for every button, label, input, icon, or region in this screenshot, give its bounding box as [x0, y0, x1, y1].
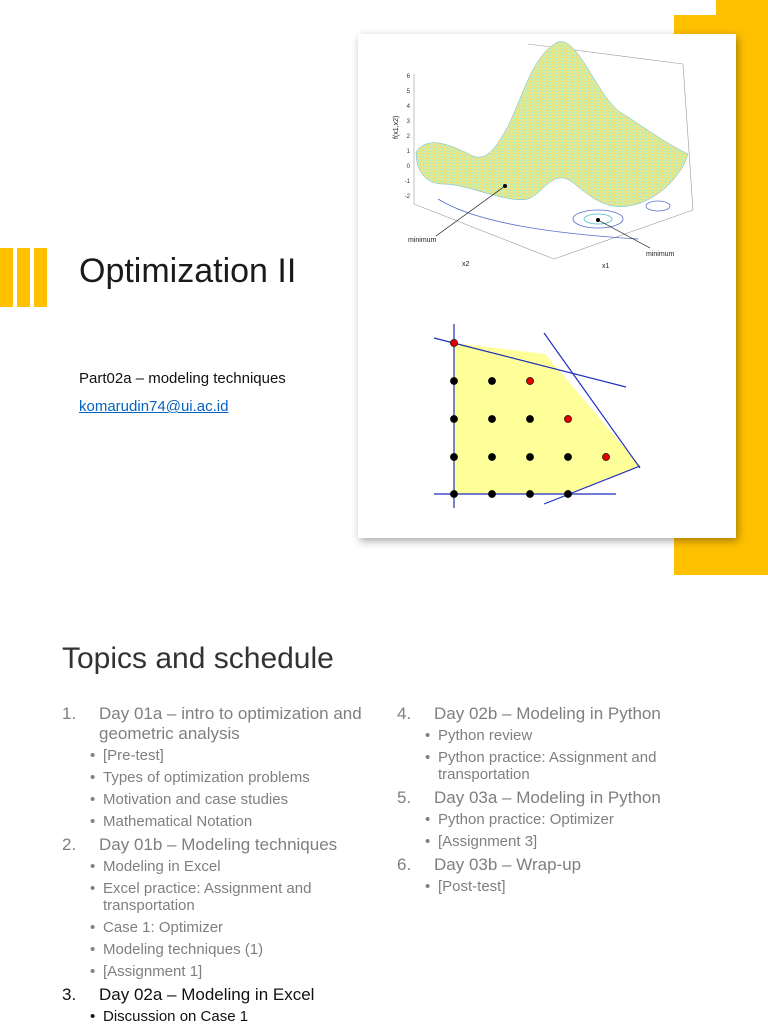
lattice-point — [450, 415, 457, 422]
bullet-icon: • — [425, 811, 431, 828]
lattice-plot — [358, 316, 736, 546]
item-number: 6. — [397, 855, 412, 874]
y-axis-label: x2 — [462, 261, 470, 268]
sub-item: • Excel practice: Assignment and transportation — [90, 880, 312, 914]
bullet-icon: • — [90, 880, 96, 897]
z-tick-label: 3 — [406, 119, 410, 125]
right-column — [397, 704, 737, 900]
z-tick-label: 1 — [406, 149, 410, 155]
z-tick-label: 6 — [406, 74, 410, 80]
lattice-point — [564, 453, 571, 460]
bullet-icon: • — [90, 919, 96, 936]
lattice-point — [564, 490, 571, 497]
sub-item: • [Assignment 1] — [90, 963, 203, 980]
lattice-point — [488, 377, 495, 384]
bullet-icon: • — [90, 1008, 96, 1024]
sub-item: • Python practice: Optimizer — [425, 811, 614, 828]
item-number: 1. — [62, 704, 77, 723]
bullet-icon: • — [90, 747, 96, 764]
minimum-annotation: minimum — [408, 237, 437, 244]
item-number: 2. — [62, 835, 77, 854]
schedule-item — [62, 704, 392, 830]
sub-item: • Types of optimization problems — [90, 769, 310, 786]
email-link[interactable]: komarudin74@ui.ac.id — [79, 398, 229, 415]
schedule-item — [397, 855, 737, 895]
figure-card — [358, 34, 736, 538]
slide-title: Topics and schedule — [62, 642, 334, 675]
lattice-point — [564, 415, 571, 422]
bullet-icon: • — [425, 727, 431, 744]
lattice-point — [450, 490, 457, 497]
accent-notch — [674, 0, 716, 15]
schedule-item — [397, 788, 737, 850]
z-axis-label: f(x1,x2) — [393, 115, 400, 139]
slide-gap — [0, 585, 768, 612]
z-tick-label: -2 — [404, 194, 410, 200]
sub-item: • Motivation and case studies — [90, 791, 289, 808]
lattice-point — [450, 377, 457, 384]
sub-item: • Discussion on Case 1 — [90, 1008, 249, 1024]
schedule-item — [62, 985, 392, 1024]
lattice-point — [450, 339, 457, 346]
lattice-point — [526, 377, 533, 384]
bullet-icon: • — [90, 791, 96, 808]
accent-bar — [17, 248, 30, 307]
surface-plot — [358, 34, 736, 284]
schedule-item — [397, 704, 737, 783]
z-tick-label: 0 — [406, 164, 410, 170]
item-label: Day 02b – Modeling in Python — [434, 704, 661, 723]
item-label: Day 01b – Modeling techniques — [99, 835, 338, 854]
accent-bar — [0, 248, 13, 307]
bullet-icon: • — [90, 858, 96, 875]
z-tick-label: 4 — [406, 104, 410, 110]
lattice-point — [526, 490, 533, 497]
sub-item: • [Assignment 3] — [425, 833, 538, 850]
lattice-point — [450, 453, 457, 460]
item-number: 4. — [397, 704, 412, 723]
item-label: Day 02a – Modeling in Excel — [99, 985, 315, 1004]
bullet-icon: • — [90, 963, 96, 980]
lattice-point — [488, 415, 495, 422]
item-label: Day 03b – Wrap-up — [434, 855, 582, 874]
sub-item: • Python review — [425, 727, 533, 744]
sub-item: • [Post-test] — [425, 878, 506, 895]
lattice-point — [526, 415, 533, 422]
z-tick-label: -1 — [404, 179, 410, 185]
lattice-point — [602, 453, 609, 460]
z-tick-label: 5 — [406, 89, 410, 95]
sub-item: • Python practice: Assignment and transportation — [425, 749, 657, 783]
z-tick-label: 2 — [406, 134, 410, 140]
schedule-item — [62, 835, 392, 980]
item-label: Day 03a – Modeling in Python — [434, 788, 661, 807]
sub-item: • Case 1: Optimizer — [90, 919, 224, 936]
bullet-icon: • — [425, 878, 431, 895]
item-label: Day 01a – intro to optimization and geometric analysis — [99, 704, 362, 743]
slide-subtitle: Part02a – modeling techniques — [79, 370, 286, 387]
bullet-icon: • — [90, 813, 96, 830]
item-number: 3. — [62, 985, 77, 1004]
accent-bar — [34, 248, 47, 307]
x-axis-label: x1 — [602, 263, 610, 270]
sub-item: • Modeling in Excel — [90, 858, 221, 875]
left-column — [62, 704, 392, 1024]
minimum-annotation: minimum — [646, 251, 675, 258]
bullet-icon: • — [425, 749, 431, 766]
slide-title: Optimization II — [79, 252, 297, 290]
lattice-point — [526, 453, 533, 460]
bullet-icon: • — [425, 833, 431, 850]
sub-item: • Mathematical Notation — [90, 813, 253, 830]
topics-slide — [0, 612, 768, 1024]
item-number: 5. — [397, 788, 412, 807]
bullet-icon: • — [90, 769, 96, 786]
sub-item: • Modeling techniques (1) — [90, 941, 264, 958]
bullet-icon: • — [90, 941, 96, 958]
feasible-region — [454, 343, 640, 494]
lattice-point — [488, 490, 495, 497]
sub-item: • [Pre-test] — [90, 747, 164, 764]
lattice-point — [488, 453, 495, 460]
